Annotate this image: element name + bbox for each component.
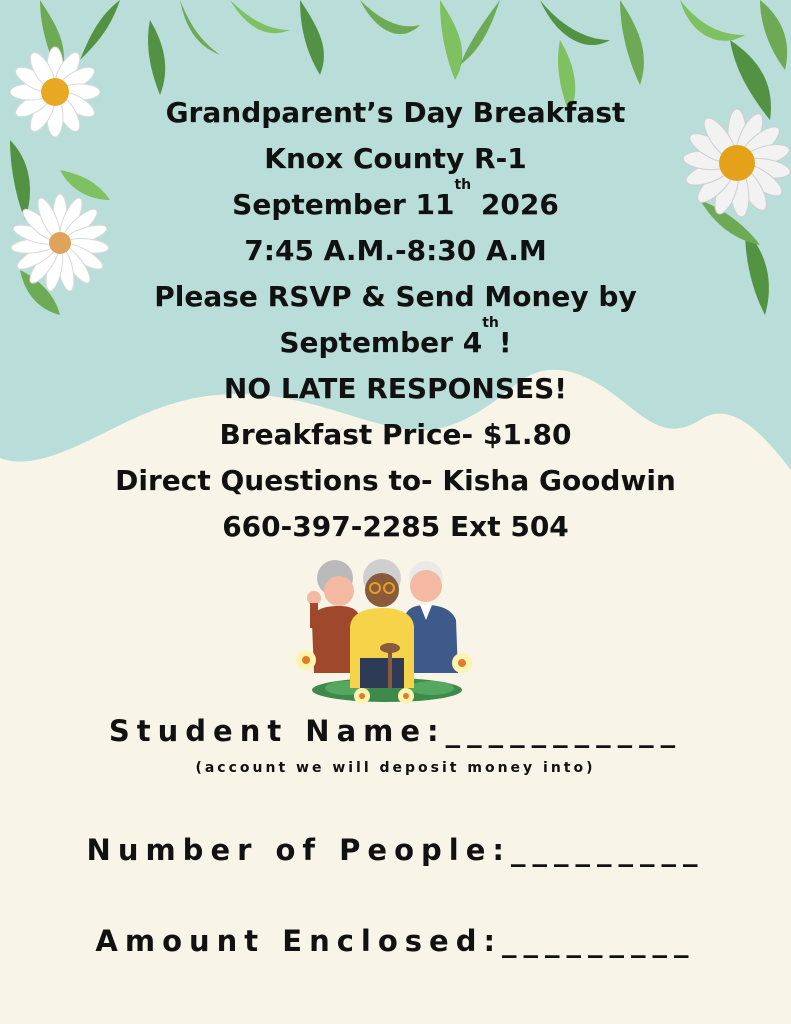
grandparents-illustration: [292, 548, 482, 713]
phone-line: 660-397-2285 Ext 504: [222, 510, 569, 543]
event-title: Grandparent’s Day Breakfast: [165, 96, 626, 129]
rsvp-deadline: September 4th!: [279, 315, 512, 359]
contact-line: Direct Questions to- Kisha Goodwin: [115, 464, 676, 497]
breakfast-price: Breakfast Price- $1.80: [219, 418, 572, 451]
event-details: [0, 90, 791, 550]
event-date: September 11th 2026: [232, 177, 559, 221]
student-name-note: (account we will deposit money into): [195, 760, 596, 776]
late-warning: NO LATE RESPONSES!: [223, 372, 568, 405]
number-of-people-line: Number of People:_________: [86, 833, 705, 867]
event-time: 7:45 A.M.-8:30 A.M: [244, 234, 547, 267]
event-school: Knox County R-1: [264, 142, 527, 175]
student-name-line: Student Name:___________: [108, 714, 683, 748]
grandma-center: [350, 559, 414, 688]
amount-enclosed-line: Amount Enclosed:_________: [95, 924, 696, 958]
rsvp-line: Please RSVP & Send Money by: [154, 280, 637, 313]
